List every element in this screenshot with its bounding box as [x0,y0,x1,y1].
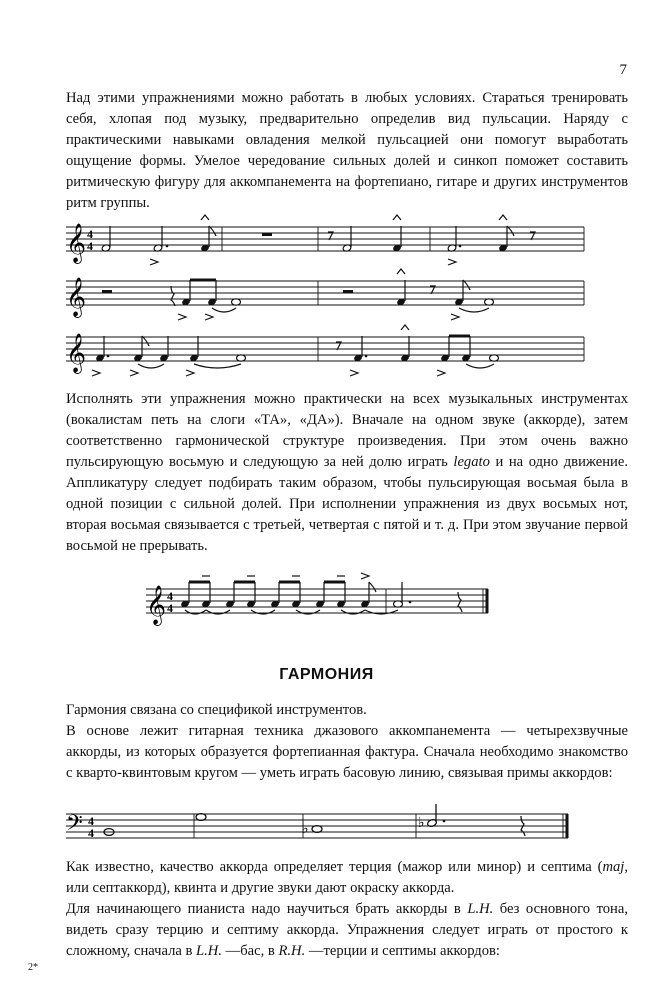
time-signature-top: 4 [88,814,94,828]
music-staff-2 [0,266,653,326]
treble-clef: 𝄞 [66,333,87,373]
treble-clef: 𝄞 [66,277,87,317]
paragraph-guitar-technique: В основе лежит гитарная техника джазового аккомпанемента — четырехзвучные аккорды, из которых образуется фортепианная фактура. Сначала необходимо знакомство с кварто-квинтовым кругом — уметь играть басовую линию, связывая примы аккордов: [66,723,628,781]
paragraph-harmony-intro: Гармония связана со спецификой инструментов. [66,702,367,718]
music-staff-4 [0,572,653,642]
paragraph-beginner-pianist: Для начинающего пианиста надо научиться брать аккорды в L.H. без основного тона, видеть сразу терцию и септиму аккорда. Упражнения следует играть от простого к сложному, сначала в L.H. —бас, в R.H. —терции и септимы аккордов: [66,901,628,959]
treble-clef: 𝄞 [66,223,87,263]
time-signature-bottom: 4 [88,826,94,840]
time-signature-bottom: 4 [167,601,173,615]
paragraph-intro: Над этими упражнениями можно работать в любых условиях. Стараться тренировать себя, хлопая под музыку, предварительно определив вид пульсации. Наряду с практическими навыками овладения мелкой пульсацией они помогут выработать ощущение формы. Умелое чередование сильных долей и синкоп поможет составить ритмическую фигуру для аккомпанемента на фортепиано, гитаре и других инструментов ритм группы. [66,90,628,211]
flat-sign: ♭ [418,816,425,831]
section-heading: ГАРМОНИЯ [279,666,374,683]
paragraph-performance: Исполнять эти упражнения можно практически на всех музыкальных инструментах (вокалистам петь на слоги «ТА», «ДА»). Вначале на одном звуке (аккорде), затем соответственно гармонической структуре произведения. При этом очень важно пульсирующую восьмую и следующую за ней долю играть legato и на одно движение. Аппликатуру следует подбирать таким образом, чтобы пульсирующая восьмая была в одной позиции с сильной долей. При исполнении упражнения из двух восьмых нот, вторая восьмая связывается с третьей, четвертая с пятой и т. д. При этом звучание первой восьмой не прерывать. [66,391,628,554]
music-staff-3 [0,322,653,382]
treble-clef: 𝄞 [146,585,167,625]
page-number: 7 [619,62,627,78]
bass-clef: 𝄢 [66,811,83,841]
music-staff-5-bass [0,802,653,862]
time-signature-top: 4 [87,227,93,241]
time-signature-top: 4 [167,589,173,603]
music-staff-1 [0,212,653,272]
time-signature-bottom: 4 [87,239,93,253]
printer-signature: 2* [28,962,38,973]
flat-sign: ♭ [302,822,309,837]
paragraph-chord-quality: Как известно, качество аккорда определяет терция (мажор или минор) и септима (maj, или септаккорд), квинта и другие звуки дают окраску аккорда. [66,859,628,896]
